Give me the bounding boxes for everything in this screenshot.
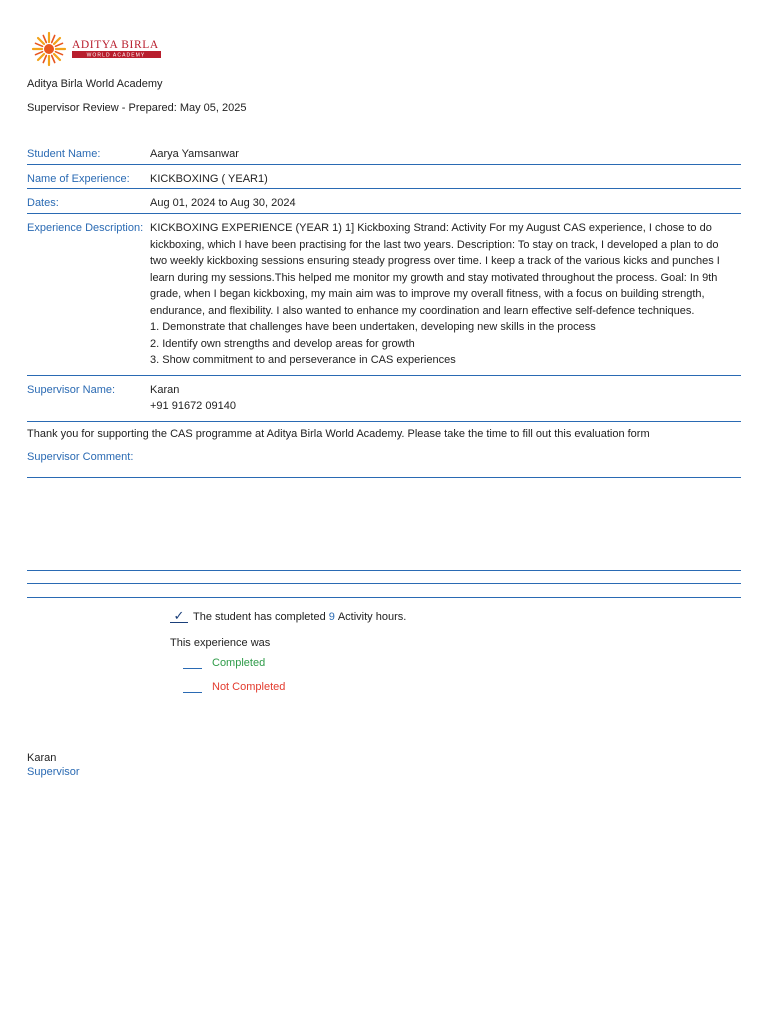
organization-name: Aditya Birla World Academy bbox=[27, 78, 163, 90]
supervisor-name-value: Karan bbox=[150, 383, 180, 396]
comment-line bbox=[27, 597, 741, 598]
experience-was-label: This experience was bbox=[170, 637, 271, 649]
comment-line bbox=[27, 583, 741, 584]
completed-checkbox-blank[interactable] bbox=[183, 659, 202, 669]
completed-option-label: Completed bbox=[212, 657, 266, 669]
description-row bbox=[27, 214, 741, 376]
description-line: 3. Show commitment to and perseverance in CAS experiences bbox=[150, 354, 456, 366]
supervisor-row bbox=[27, 376, 741, 422]
description-line: learn during my sessions.This helped me monitor my growth and stay motivated throughout the process. Goal: In 9th bbox=[150, 271, 718, 284]
logo-title-text: ADITYA BIRLA bbox=[72, 39, 159, 51]
student-name-label: Student Name: bbox=[27, 148, 101, 160]
description-line: two weekly kickboxing sessions ensuring steady progress over time. I keep a track of the various kicks and punches I bbox=[150, 255, 720, 267]
checkmark-icon: ✓ bbox=[170, 610, 188, 623]
activity-hours-statement bbox=[170, 610, 406, 623]
logo-subtitle-text: WORLD ACADEMY bbox=[86, 52, 146, 59]
not-completed-option-label: Not Completed bbox=[212, 681, 286, 693]
supervisor-name-label: Supervisor Name: bbox=[27, 383, 116, 396]
description-line: endurance, and flexibility. I also wanted to enhance my coordination and learn effective self-defence techniques. bbox=[150, 304, 695, 317]
prepared-date: Supervisor Review - Prepared: May 05, 2025 bbox=[27, 102, 247, 114]
thank-you-message: Thank you for supporting the CAS programme at Aditya Birla World Academy. Please take the time to fill out this evaluation form bbox=[27, 428, 650, 440]
comment-line bbox=[27, 570, 741, 571]
description-line: KICKBOXING EXPERIENCE (YEAR 1) 1] Kickboxing Strand: Activity For my August CAS experience, I chose to do bbox=[150, 222, 712, 234]
hours-value: 9 bbox=[328, 610, 335, 623]
description-label: Experience Description: bbox=[27, 222, 144, 234]
experience-name-label: Name of Experience: bbox=[27, 173, 130, 185]
description-line: 1. Demonstrate that challenges have been undertaken, developing new skills in the process bbox=[150, 321, 596, 333]
description-value bbox=[150, 220, 741, 369]
completed-option[interactable] bbox=[183, 657, 265, 669]
experience-row bbox=[27, 165, 741, 189]
not-completed-checkbox-blank[interactable] bbox=[183, 683, 202, 693]
signature-role: Supervisor bbox=[27, 766, 80, 778]
dates-label: Dates: bbox=[27, 197, 59, 209]
student-row bbox=[27, 140, 741, 165]
supervisor-details bbox=[150, 382, 741, 415]
experience-info-table bbox=[27, 140, 741, 422]
hours-prefix: The student has completed bbox=[193, 610, 326, 623]
hours-suffix: Activity hours. bbox=[337, 610, 407, 623]
supervisor-phone-value: +91 91672 09140 bbox=[150, 400, 236, 412]
description-line: kickboxing, which I have been practising for the last two years. Description: To stay on track, I developed a plan to do bbox=[150, 238, 719, 251]
comment-line bbox=[27, 477, 741, 478]
supervisor-comment-label: Supervisor Comment: bbox=[27, 451, 134, 463]
sun-logo-icon bbox=[31, 30, 163, 70]
experience-name-value: KICKBOXING ( YEAR1) bbox=[150, 173, 268, 185]
dates-value: Aug 01, 2024 to Aug 30, 2024 bbox=[150, 197, 296, 209]
signature-name: Karan bbox=[27, 752, 57, 764]
dates-row bbox=[27, 189, 741, 214]
aditya-birla-logo bbox=[31, 30, 163, 70]
description-line: 2. Identify own strengths and develop areas for growth bbox=[150, 337, 415, 350]
not-completed-option[interactable] bbox=[183, 681, 285, 693]
description-line: grade, when I began kickboxing, my main aim was to improve my overall fitness, with a focus on building strength, bbox=[150, 288, 705, 300]
student-name-value: Aarya Yamsanwar bbox=[150, 148, 239, 160]
